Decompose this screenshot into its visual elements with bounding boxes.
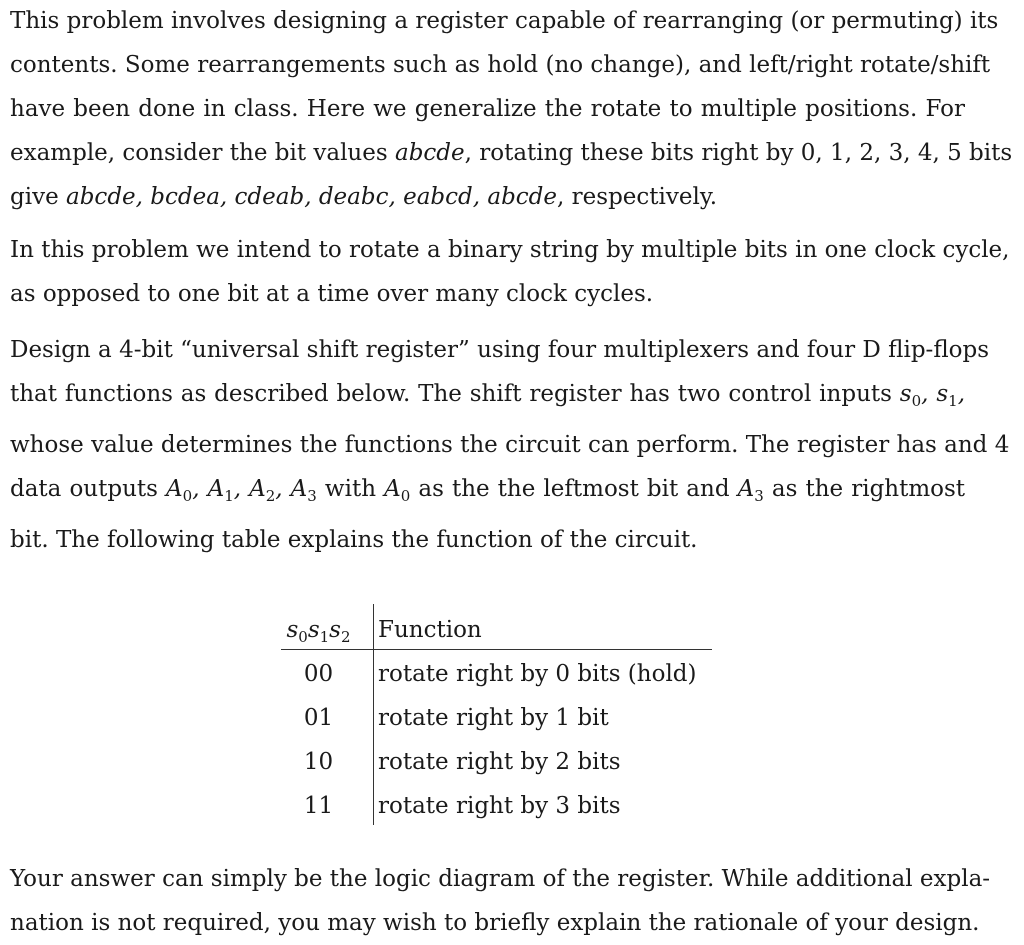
rotating-text: , rotating these bits right by 0, 1, 2, 3, 4, 5 bits [464,140,1013,166]
row-code: 00 [303,661,334,687]
row-code: 01 [303,705,334,731]
design-line-1: Design a 4-bit “universal shift register” using four multiplexers and four D flip-flops [10,337,990,363]
function-header: Function [378,617,482,643]
design-paragraph [10,328,1010,562]
intro-line-3: have been done in class. Here we generalize the rotate to multiple positions. For [10,96,965,122]
design-line-4: data outputs $A_0$, $A_1$, $A_2$, $A_3$ with $A_0$ as the the leftmost bit and $A_3$ as the rightmost [10,476,966,505]
example-bits: abcde [394,140,465,166]
intro-line-4 [10,131,1013,175]
answer-line-2: nation is not required, you may wish to briefly explain the rationale of your design. [10,910,980,936]
design-line-3: whose value determines the functions the circuit can perform. The register has and 4 [10,432,1010,458]
intent-line-2: as opposed to one bit at a time over many clock cycles. [10,281,654,307]
intro-line-5-text: give [10,184,59,210]
answer-line-1: Your answer can simply be the logic diagram of the register. While additional expla- [10,866,991,892]
intent-line-1: In this problem we intend to rotate a binary string by multiple bits in one clock cycle, [10,237,1010,263]
design-line-2-text: that functions as described below. The shift register has two control inputs [10,381,892,407]
intent-paragraph [10,228,1010,316]
intro-line-5 [10,175,965,219]
intro-line-1: This problem involves designing a register capable of rearranging (or permuting) its [10,8,999,34]
select-header: $s_0s_1s_2$ [286,617,351,646]
design-line-5: bit. The following table explains the function of the circuit. [10,527,698,553]
outputs-vars: $A_0$, $A_1$, $A_2$, $A_3$ [166,476,317,505]
intro-line-4-text: example, consider the bit values [10,140,388,166]
respectively-text: , respectively. [557,184,718,210]
rotation-results: abcde, bcdea, cdeab, deabc, eabcd, abcde [66,184,558,210]
row-function: rotate right by 0 bits (hold) [378,661,697,687]
answer-paragraph [10,857,991,945]
row-function: rotate right by 3 bits [378,793,621,819]
design-line-2 [10,372,965,423]
row-code: 10 [303,749,334,775]
intro-line-2: contents. Some rearrangements such as hold (no change), and left/right rotate/shift [10,52,991,78]
row-function: rotate right by 2 bits [378,749,621,775]
intro-paragraph [10,0,1013,219]
table-vertical-rule [373,604,374,825]
control-inputs-vars: $s_0$, $s_1$, [899,381,965,410]
row-function: rotate right by 1 bit [378,705,609,731]
row-code: 11 [303,793,334,819]
